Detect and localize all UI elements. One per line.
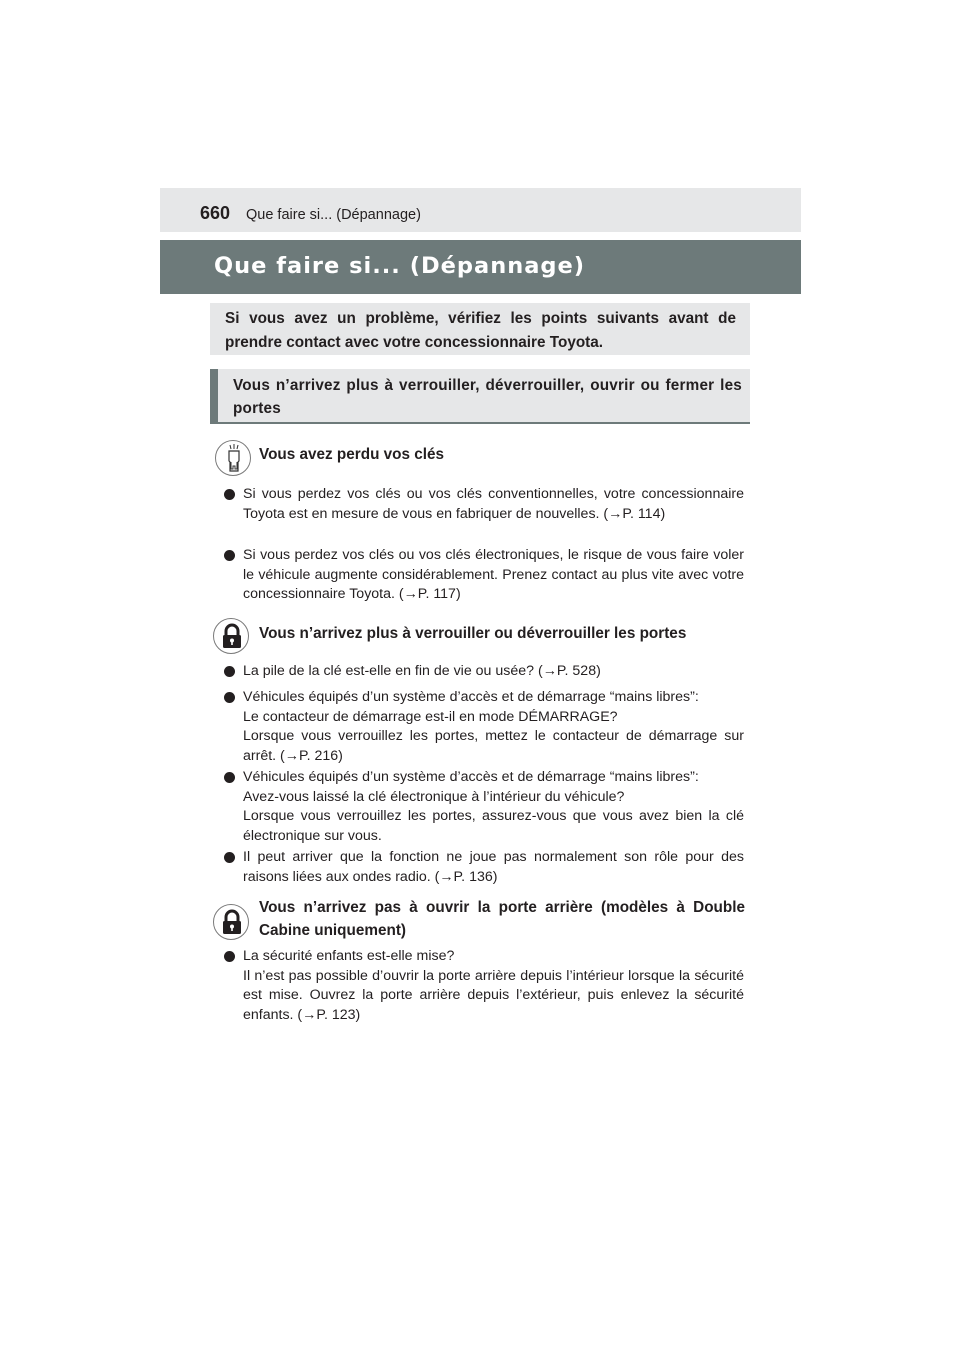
list-item: La sécurité enfants est-elle mise? Il n’est pas possible d’ouvrir la porte arrière depuis l’intérieur lorsque la sécurité est mise. Ouvrez la porte arrière depuis l’extérieur, puis enlevez la sécurité enfants. (→P. 123) bbox=[224, 947, 744, 1025]
bullet-dot-icon bbox=[224, 951, 235, 962]
bullet-dot-icon bbox=[224, 550, 235, 561]
padlock-icon bbox=[213, 904, 249, 940]
padlock-icon bbox=[213, 618, 249, 654]
chapter-title-band bbox=[160, 240, 801, 294]
page-title: Que faire si... (Dépannage) bbox=[214, 253, 586, 279]
subsection-heading-lost-keys: Vous avez perdu vos clés bbox=[259, 446, 445, 463]
page-number: 660 bbox=[200, 203, 231, 223]
list-item: Véhicules équipés d’un système d’accès et de démarrage “mains libres”: Le contacteur de démarrage est-il en mode DÉMARRAGE? Lorsque vous verrouillez les portes, mettez le contacteur de démarrage sur arrêt. (→P. 216) bbox=[224, 688, 744, 766]
list-item: La pile de la clé est-elle en fin de vie ou usée? (→P. 528) bbox=[224, 662, 744, 682]
list-item: Si vous perdez vos clés ou vos clés conventionnelles, votre concessionnaire Toyota est en mesure de vous en fabriquer de nouvelles. (→P. 114) bbox=[224, 485, 744, 524]
running-title: Que faire si... (Dépannage) bbox=[246, 207, 421, 223]
bullet-dot-icon bbox=[224, 489, 235, 500]
list-item: Véhicules équipés d’un système d’accès et de démarrage “mains libres”: Avez-vous laissé la clé électronique à l’intérieur du véhicule? Lorsque vous verrouillez les portes, assurez-vous que vous avez bien la clé électronique sur vous. bbox=[224, 768, 744, 846]
subsection-heading-rear-door: Vous n’arrivez pas à ouvrir la porte arrière (modèles à Double Cabine uniquement) bbox=[259, 899, 745, 939]
bullet-dot-icon bbox=[224, 666, 235, 677]
bullet-dot-icon bbox=[224, 692, 235, 703]
list-item: Si vous perdez vos clés ou vos clés électroniques, le risque de vous faire voler le véhicule augmente considérablement. Prenez contact au plus vite avec votre concessionnaire Toyota. (→P. 117) bbox=[224, 546, 744, 605]
intro-box: Si vous avez un problème, vérifiez les points suivants avant de prendre contact avec votre concessionnaire Toyota. bbox=[210, 303, 750, 355]
bullet-dot-icon bbox=[224, 852, 235, 863]
section-heading: Vous n’arrivez plus à verrouiller, déverrouiller, ouvrir ou fermer les portes bbox=[210, 369, 750, 424]
bullet-dot-icon bbox=[224, 772, 235, 783]
subsection-heading-lock-unlock: Vous n’arrivez plus à verrouiller ou déverrouiller les portes bbox=[259, 625, 687, 642]
list-item: Il peut arriver que la fonction ne joue pas normalement son rôle pour des raisons liées aux ondes radio. (→P. 136) bbox=[224, 848, 744, 887]
key-icon bbox=[215, 440, 251, 476]
